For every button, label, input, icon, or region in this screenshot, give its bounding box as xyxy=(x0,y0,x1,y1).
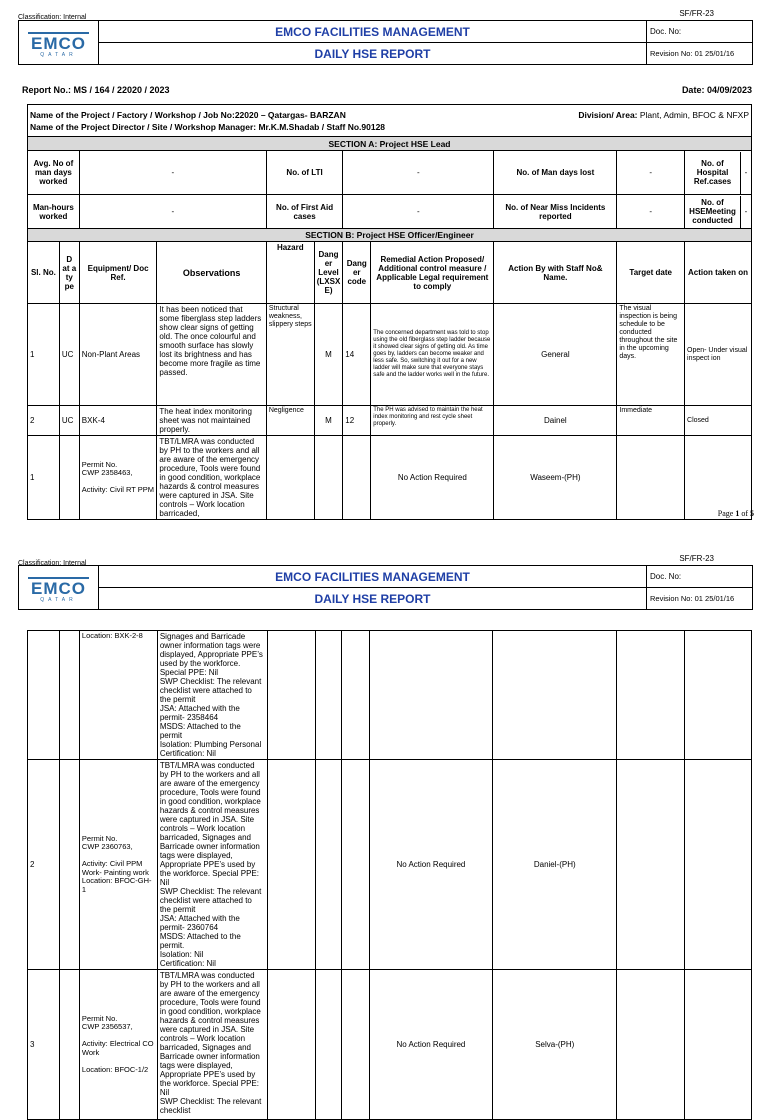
hospital-value: - xyxy=(744,168,748,177)
page-number: Page 1 of 5 xyxy=(717,509,754,518)
hospital-cell xyxy=(685,151,752,195)
company-logo: EMCO QATAR xyxy=(19,566,99,610)
table-row: 1 UC Non-Plant Areas It has been noticed that some fiberglass step ladders show clear signs of getting old. The once colourful and smooth surface has slowly lost its brightness and has become more fragile as time passed. Structural weakness, slippery steps M 14 The concerned department was told to stop using the old fiberglass step ladder because it showed clear signs of getting old. As time goes by, ladders can become weaker and less safe. So, switching it out for a new ladder will make sure that everyone stays safe and the ladder works well in the future. General The visual inspection is being schedule to be conducted throughout the site in the upcoming days. Open- Under visual inspect ion xyxy=(28,304,752,406)
col-remedial-action: Remedial Action Proposed/ Additional control measure / Applicable Legal requirement to comply xyxy=(371,242,494,304)
section-a-title: SECTION A: Project HSE Lead xyxy=(28,137,752,151)
man-hours-label: Man-hours worked xyxy=(28,195,80,229)
form-number: SF/FR-23 xyxy=(679,554,714,563)
hse-report-table xyxy=(27,104,752,520)
form-number: SF/FR-23 xyxy=(679,9,714,18)
table-row: 1 Permit No. CWP 2358463, Activity: Civil RT PPM TBT/LMRA was conducted by PH to the workers and all are aware of the emergency procedure, Tools were found in good condition, workplace hazards & control measures were captured in JSA. Site controls – Work location barricaded, No Action Required Waseem-(PH) xyxy=(28,436,752,520)
near-miss-value: - xyxy=(617,195,685,229)
company-name: EMCO FACILITIES MANAGEMENT xyxy=(99,566,647,588)
hse-meeting-value: - xyxy=(744,207,748,216)
first-aid-label: No. of First Aid cases xyxy=(266,195,342,229)
col-date-type: D at a ty pe xyxy=(59,242,79,304)
page-separator xyxy=(0,530,768,548)
report-header xyxy=(18,20,753,65)
first-aid-value: - xyxy=(343,195,494,229)
avg-man-days-value: - xyxy=(79,151,266,195)
near-miss-label: No. of Near Miss Incidents reported xyxy=(494,195,617,229)
report-title: DAILY HSE REPORT xyxy=(99,43,647,65)
report-date: Date: 04/09/2023 xyxy=(681,85,752,95)
col-danger-code: Dang er code xyxy=(343,242,371,304)
company-name: EMCO FACILITIES MANAGEMENT xyxy=(99,21,647,43)
col-action-by: Action By with Staff No& Name. xyxy=(494,242,617,304)
col-hazard: Hazard xyxy=(266,242,314,304)
table-row: Location: BXK-2-8 Signages and Barricade owner information tags were displayed, Appropriate PPE’s used by the workforce. Special PPE: Nil SWP Checklist: The relevant checklist were attached to the permit JSA: Attached with the permit- 2358464 MSDS: Attached to the permit Isolation: Plumbing Personal Certification: Nil xyxy=(28,631,752,760)
table-row: 2 UC BXK-4 The heat index monitoring sheet was not maintained properly. Negligence M 12 The PH was advised to maintain the heat index monitoring and rest cycle sheet properly. Dainel Immediate Closed xyxy=(28,406,752,436)
table-row: 3 Permit No. CWP 2356537, Activity: Electrical CO Work Location: BFOC-1/2 TBT/LMRA was conducted by PH to the workers and all are aware of the emergency procedure, Tools were found in good condition, workplace hazards & control measures were captured in JSA. Site controls – Work location barricaded, Signages and Barricade owner information tags were displayed, Appropriate PPE’s used by the workforce. Special PPE: Nil SWP Checklist: The relevant checklist No Action Required Selva-(PH) xyxy=(28,970,752,1120)
report-page-2 xyxy=(0,548,768,1115)
revision-number: Revision No: 01 25/01/16 xyxy=(647,588,753,610)
hse-report-table-continued xyxy=(27,630,752,1120)
lti-label: No. of LTI xyxy=(266,151,342,195)
col-observations: Observations xyxy=(157,242,266,304)
report-header xyxy=(18,565,753,610)
report-number: Report No.: MS / 164 / 22020 / 2023 xyxy=(22,85,170,95)
col-target-date: Target date xyxy=(617,242,685,304)
revision-number: Revision No: 01 25/01/16 xyxy=(647,43,753,65)
report-title: DAILY HSE REPORT xyxy=(99,588,647,610)
company-logo: EMCO QATAR xyxy=(19,21,99,65)
section-b-title: SECTION B: Project HSE Officer/Engineer xyxy=(28,229,752,242)
man-days-lost-value: - xyxy=(617,151,685,195)
man-hours-value: - xyxy=(79,195,266,229)
report-line xyxy=(22,85,752,95)
report-page-1 xyxy=(0,0,768,530)
table-row: 2 Permit No. CWP 2360763, Activity: Civil PPM Work- Painting work Location: BFOC-GH-1 TBT/LMRA was conducted by PH to the workers and all are aware of the emergency procedure, Tools were found in good condition, workplace hazards & control measures were captured in JSA. Site controls – Work location barricaded, Signages and Barricade owner information tags were displayed, Appropriate PPE’s used by the workforce. Special PPE: Nil SWP Checklist: The relevant checklist were attached to the permit JSA: Attached with the permit- 2360764 MSDS: Attached to the permit. Isolation: Nil Certification: Nil No Action Required Daniel-(PH) xyxy=(28,760,752,970)
man-days-lost-label: No. of Man days lost xyxy=(494,151,617,195)
hospital-label: No. of Hospital Ref.cases xyxy=(685,152,741,194)
project-info: Name of the Project / Factory / Workshop / Job No:22020 – Qatargas- BARZAN Division/ Area: Plant, Admin, BFOC & NFXP Name of the Project Director / Site / Workshop Manager: Mr.K.M.Shadab / Staff No.90128 xyxy=(28,105,752,137)
col-action-taken: Action taken on xyxy=(685,242,752,304)
col-equipment: Equipment/ Doc Ref. xyxy=(79,242,157,304)
hse-meeting-cell xyxy=(685,195,752,229)
classification-label: Classification: Internal xyxy=(18,560,87,567)
col-danger-level: Dang er Level (LXSX E) xyxy=(314,242,343,304)
classification-label: Classification: Internal xyxy=(18,14,87,21)
hse-meeting-label: No. of HSEMeeting conducted xyxy=(685,196,741,228)
col-sl-no: Sl. No. xyxy=(28,242,60,304)
doc-number: Doc. No: xyxy=(647,566,753,588)
doc-number: Doc. No: xyxy=(647,21,753,43)
avg-man-days-label: Avg. No of man days worked xyxy=(28,151,80,195)
lti-value: - xyxy=(343,151,494,195)
